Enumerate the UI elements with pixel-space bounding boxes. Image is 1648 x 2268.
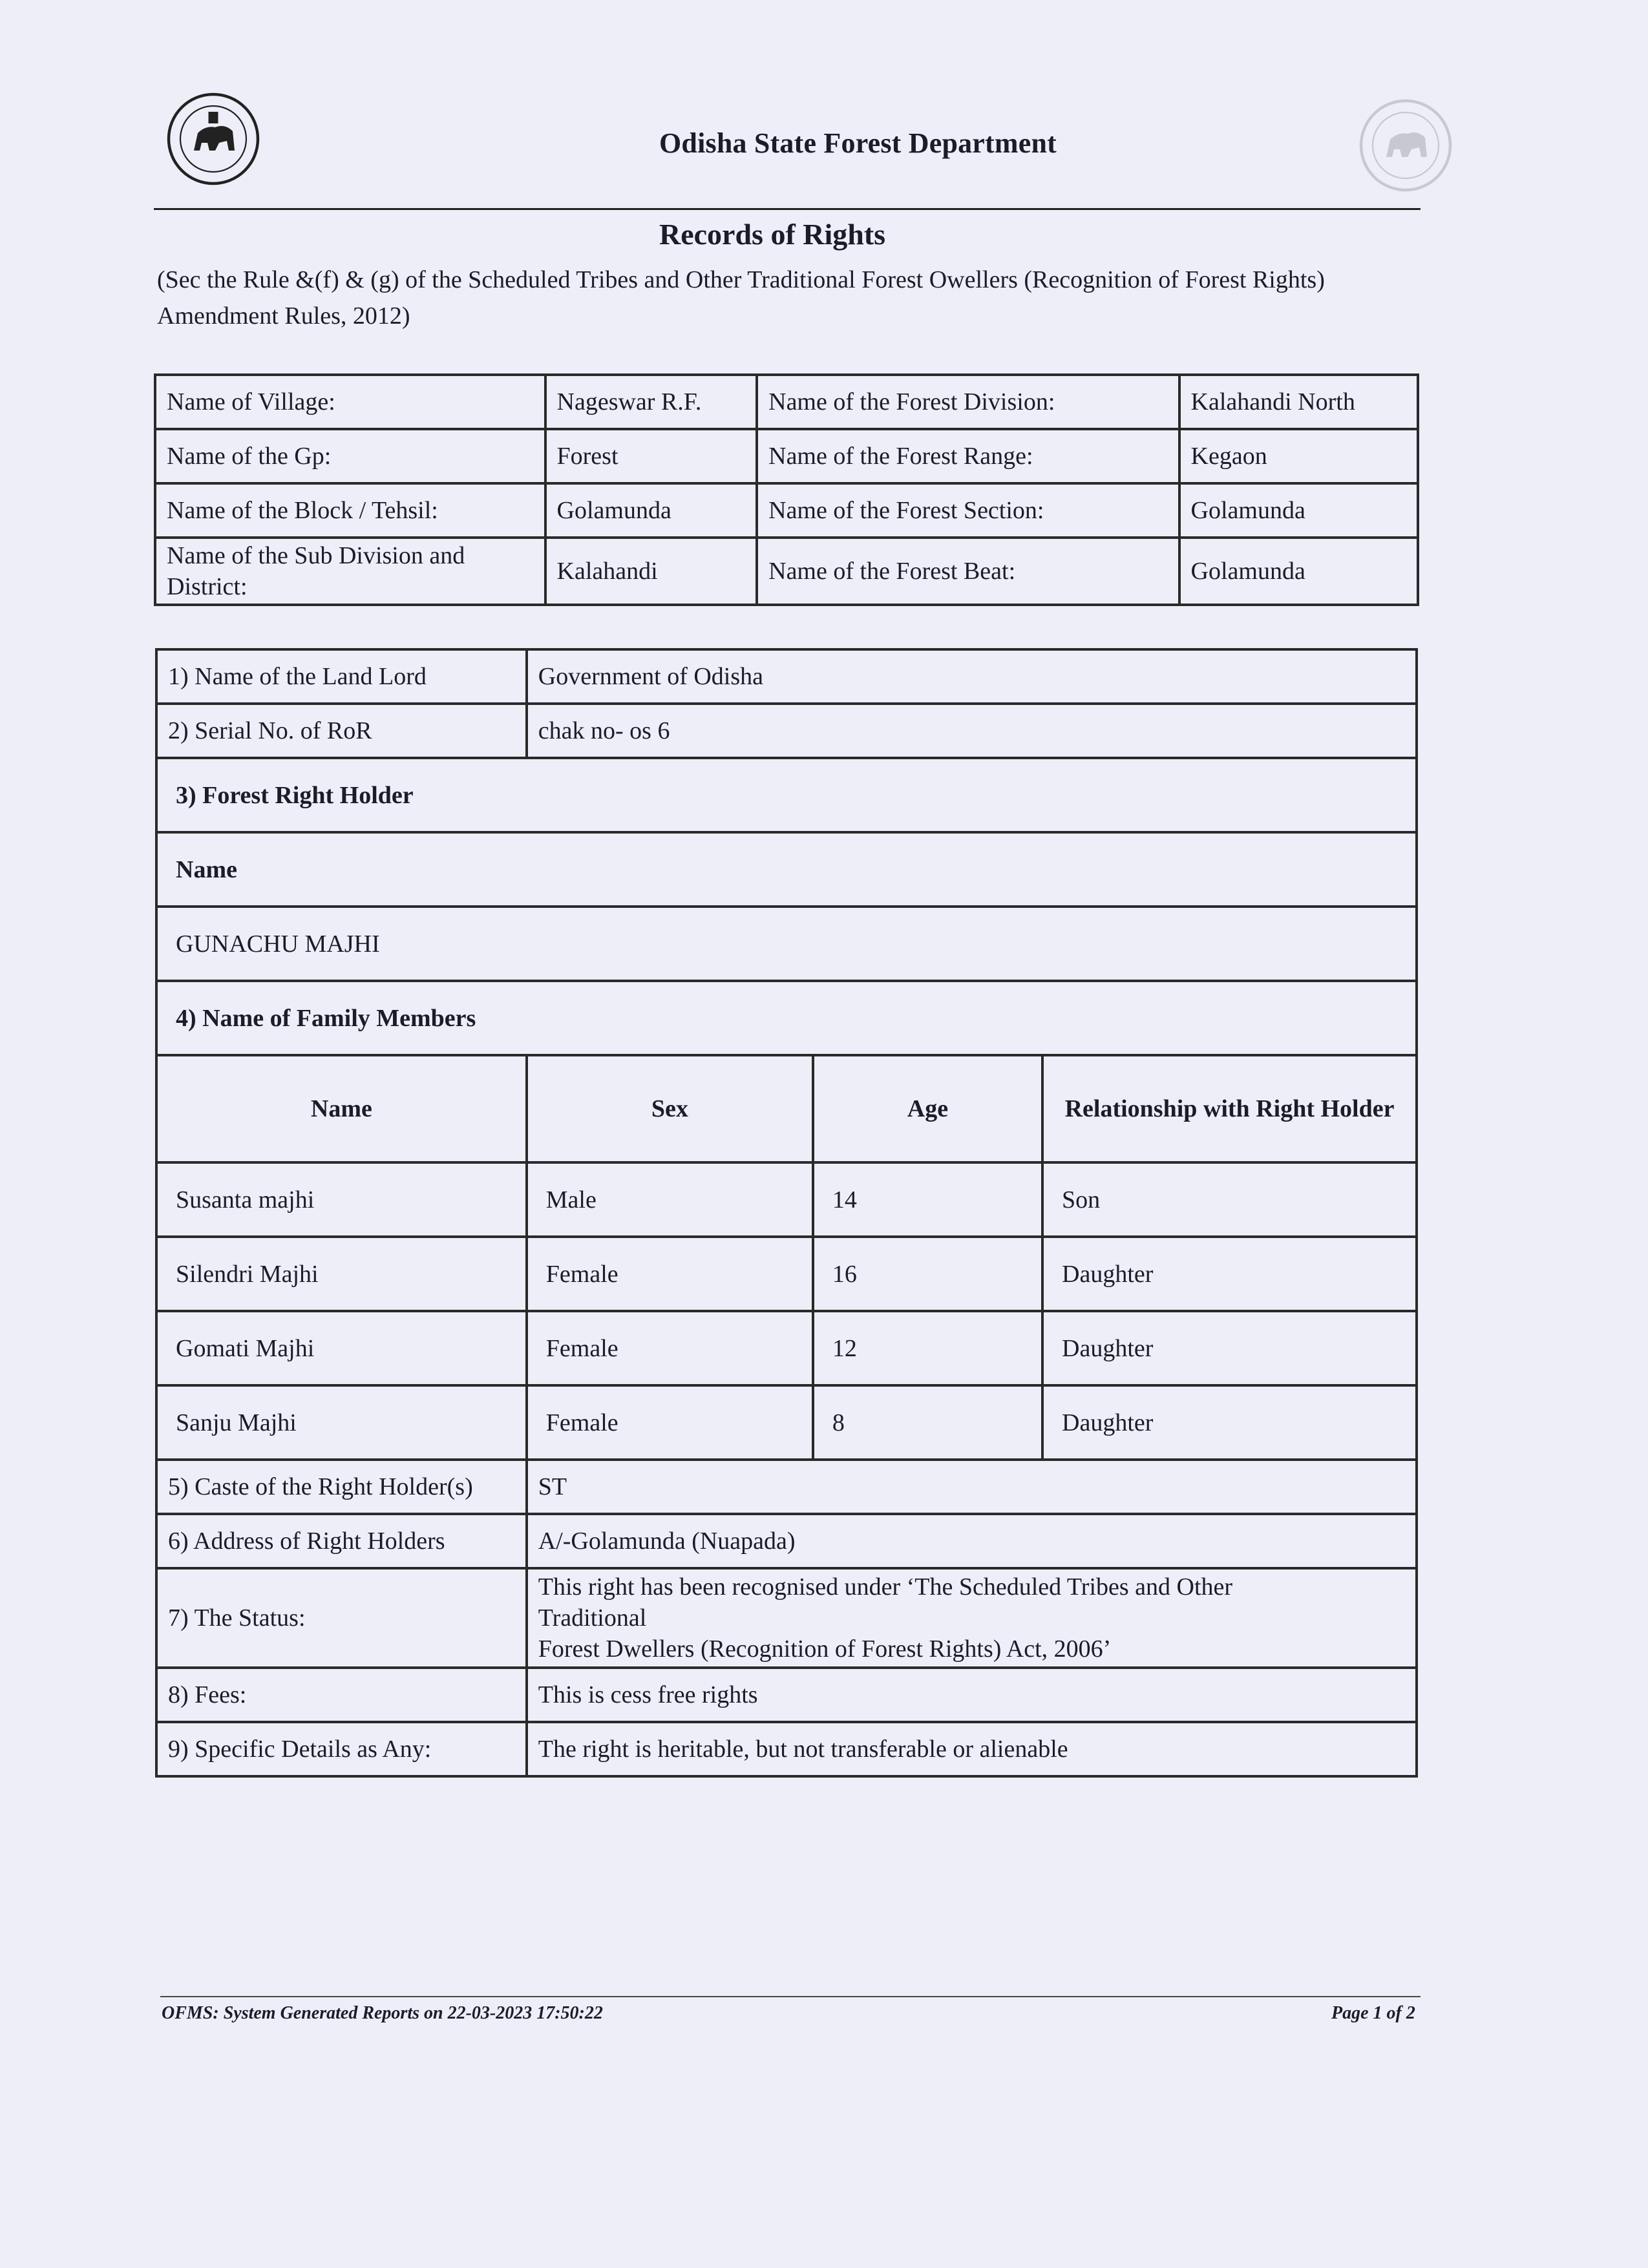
village-value: Nageswar R.F. — [545, 375, 757, 429]
member-sex: Female — [527, 1311, 813, 1385]
table-row — [156, 1722, 1417, 1776]
member-relationship: Daughter — [1042, 1311, 1417, 1385]
forest-section-value: Golamunda — [1179, 483, 1418, 538]
member-age: 12 — [813, 1311, 1042, 1385]
table-row — [156, 1568, 1417, 1668]
table-row — [156, 981, 1417, 1055]
serial-value: chak no- os 6 — [527, 704, 1417, 758]
member-sex: Female — [527, 1237, 813, 1311]
specific-details-label: 9) Specific Details as Any: — [156, 1722, 527, 1776]
sub-division-value: Kalahandi — [545, 538, 757, 605]
member-name: Susanta majhi — [156, 1162, 527, 1237]
table-row — [156, 1668, 1417, 1722]
forest-division-value: Kalahandi North — [1179, 375, 1418, 429]
table-row — [155, 538, 1418, 605]
specific-details-value: The right is heritable, but not transferable or alienable — [527, 1722, 1417, 1776]
table-row — [156, 1237, 1417, 1311]
fees-label: 8) Fees: — [156, 1668, 527, 1722]
table-row — [156, 649, 1417, 704]
member-name: Silendri Majhi — [156, 1237, 527, 1311]
member-relationship: Daughter — [1042, 1385, 1417, 1460]
table-row — [156, 1311, 1417, 1385]
village-label: Name of Village: — [155, 375, 545, 429]
status-line: Traditional — [538, 1604, 647, 1632]
table-row — [155, 483, 1418, 538]
forest-range-label: Name of the Forest Range: — [757, 429, 1179, 483]
right-holder-name: GUNACHU MAJHI — [156, 907, 1417, 981]
member-age: 14 — [813, 1162, 1042, 1237]
gp-value: Forest — [545, 429, 757, 483]
address-value: A/-Golamunda (Nuapada) — [527, 1514, 1417, 1568]
land-lord-value: Government of Odisha — [527, 649, 1417, 704]
serial-label: 2) Serial No. of RoR — [156, 704, 527, 758]
table-row — [156, 832, 1417, 907]
caste-label: 5) Caste of the Right Holder(s) — [156, 1460, 527, 1514]
table-row — [156, 1514, 1417, 1568]
status-value — [527, 1568, 1417, 1668]
forest-beat-label: Name of the Forest Beat: — [757, 538, 1179, 605]
caste-value: ST — [527, 1460, 1417, 1514]
document-title: Records of Rights — [659, 218, 886, 251]
block-label: Name of the Block / Tehsil: — [155, 483, 545, 538]
status-line: This right has been recognised under ‘The Scheduled Tribes and Other — [538, 1573, 1233, 1601]
address-label: 6) Address of Right Holders — [156, 1514, 527, 1568]
table-row — [156, 1460, 1417, 1514]
table-row — [156, 1162, 1417, 1237]
page-number: Page 1 of 2 — [1331, 2003, 1415, 2023]
family-members-heading: 4) Name of Family Members — [156, 981, 1417, 1055]
location-details-table — [154, 373, 1419, 606]
footer-divider — [160, 1996, 1421, 1997]
forest-beat-value: Golamunda — [1179, 538, 1418, 605]
table-row — [156, 758, 1417, 832]
table-row — [156, 704, 1417, 758]
header-divider — [154, 208, 1421, 210]
member-name: Sanju Majhi — [156, 1385, 527, 1460]
right-holder-table — [155, 648, 1418, 1778]
faded-emblem-icon — [1357, 97, 1454, 194]
status-label: 7) The Status: — [156, 1568, 527, 1668]
table-header-row — [156, 1055, 1417, 1162]
member-age: 8 — [813, 1385, 1042, 1460]
column-header-relationship: Relationship with Right Holder — [1042, 1055, 1417, 1162]
member-relationship: Son — [1042, 1162, 1417, 1237]
column-header-name: Name — [156, 1055, 527, 1162]
member-sex: Male — [527, 1162, 813, 1237]
column-header-sex: Sex — [527, 1055, 813, 1162]
member-age: 16 — [813, 1237, 1042, 1311]
forest-division-label: Name of the Forest Division: — [757, 375, 1179, 429]
status-line: Forest Dwellers (Recognition of Forest Rights) Act, 2006’ — [538, 1635, 1112, 1663]
forest-section-label: Name of the Forest Section: — [757, 483, 1179, 538]
fees-value: This is cess free rights — [527, 1668, 1417, 1722]
right-holder-heading: 3) Forest Right Holder — [156, 758, 1417, 832]
report-timestamp: OFMS: System Generated Reports on 22-03-2023 17:50:22 — [162, 2003, 603, 2023]
gp-label: Name of the Gp: — [155, 429, 545, 483]
department-title: Odisha State Forest Department — [659, 127, 1057, 159]
table-row — [155, 375, 1418, 429]
table-row — [156, 907, 1417, 981]
table-row — [156, 1385, 1417, 1460]
member-name: Gomati Majhi — [156, 1311, 527, 1385]
name-heading: Name — [156, 832, 1417, 907]
sub-division-label: Name of the Sub Division and District: — [155, 538, 545, 605]
table-row — [155, 429, 1418, 483]
odisha-emblem-icon — [165, 90, 262, 187]
member-sex: Female — [527, 1385, 813, 1460]
rule-reference: (Sec the Rule &(f) & (g) of the Scheduled Tribes and Other Traditional Forest Owellers (Recognition of Forest Rights) Amendment Rules, 2012) — [157, 266, 1325, 330]
block-value: Golamunda — [545, 483, 757, 538]
member-relationship: Daughter — [1042, 1237, 1417, 1311]
forest-range-value: Kegaon — [1179, 429, 1418, 483]
column-header-age: Age — [813, 1055, 1042, 1162]
land-lord-label: 1) Name of the Land Lord — [156, 649, 527, 704]
